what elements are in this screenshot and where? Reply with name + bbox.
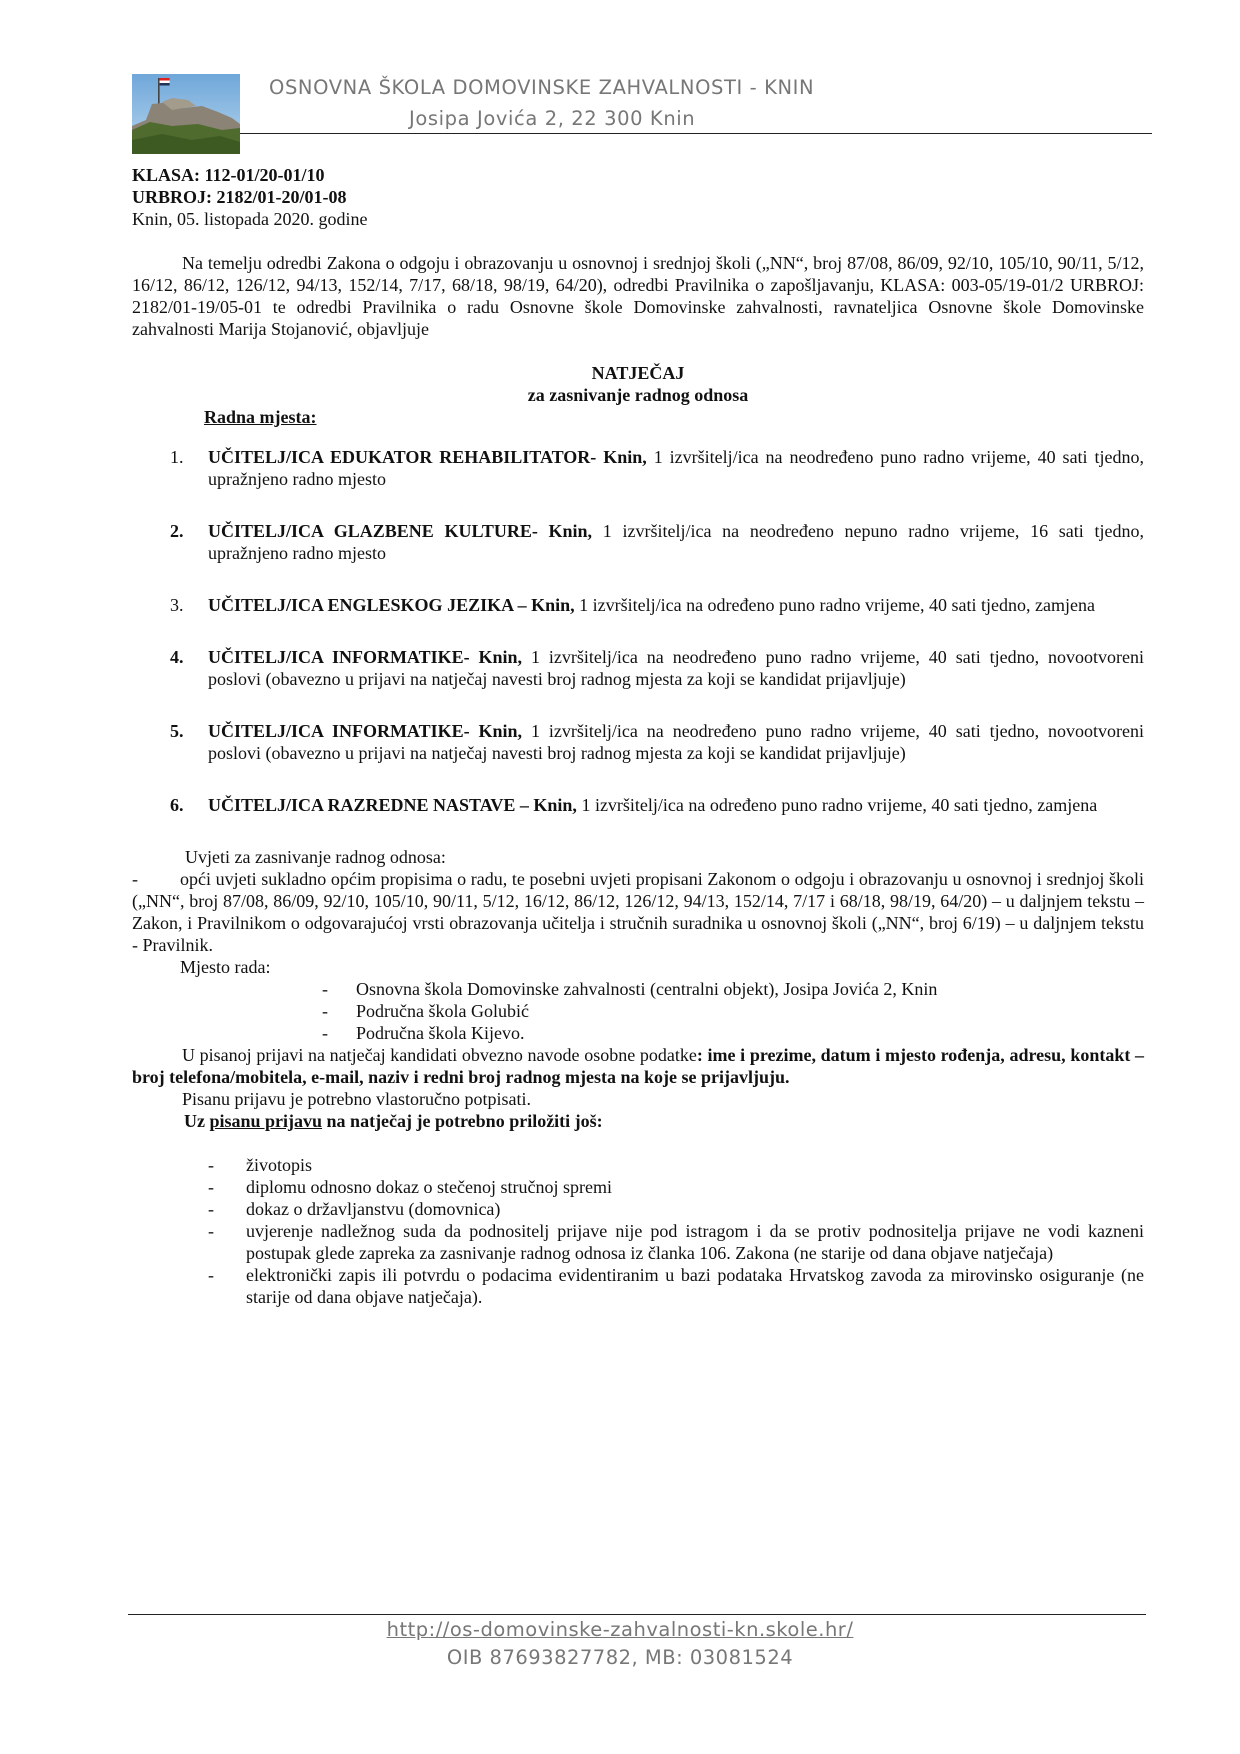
conditions-heading: Uvjeti za zasnivanje radnog odnosa: <box>185 847 446 867</box>
attachment-item <box>132 1176 1144 1198</box>
signature-note: Pisanu prijavu je potrebno vlastoručno potpisati. <box>182 1089 531 1109</box>
position-number: 2. <box>170 521 184 541</box>
position-description: 1 izvršitelj/ica na neodređeno nepuno radno vrijeme, 16 sati tjedno, upražnjeno radno mjesto <box>208 521 1144 563</box>
bullet-dash: - <box>208 1177 214 1197</box>
bullet-dash: - <box>322 979 328 999</box>
position-number: 6. <box>170 795 184 815</box>
footer-website <box>0 1618 1240 1641</box>
position-title: UČITELJ/ICA INFORMATIKE- Knin, <box>208 647 523 667</box>
reference-block <box>132 164 1144 230</box>
position-item <box>132 520 1144 564</box>
position-description: 1 izvršitelj/ica na neodređeno puno radno vrijeme, 40 sati tjedno, upražnjeno radno mjesto <box>208 447 1144 489</box>
fortress-photo-icon <box>132 74 240 154</box>
school-name: OSNOVNA ŠKOLA DOMOVINSKE ZAHVALNOSTI - KNIN <box>269 76 815 99</box>
application-text: U pisanoj prijavi na natječaj kandidati obvezno navode osobne podatke <box>182 1045 697 1065</box>
place-date: Knin, 05. listopada 2020. godine <box>132 209 368 229</box>
attachment-item <box>132 1154 1144 1176</box>
workplace-item <box>132 978 1144 1000</box>
position-number: 4. <box>170 647 184 667</box>
position-number: 5. <box>170 721 184 741</box>
document-subtitle: za zasnivanje radnog odnosa <box>527 385 749 405</box>
position-title: UČITELJ/ICA INFORMATIKE- Knin, <box>208 721 523 741</box>
position-item <box>132 446 1144 490</box>
document-title: NATJEČAJ <box>591 363 685 383</box>
position-description: 1 izvršitelj/ica na neodređeno puno radno vrijeme, 40 sati tjedno, novootvoreni poslovi (obavezno u prijavi na natječaj navesti broj radnog mjesta za koji se kandidat prijavljuje) <box>208 647 1145 689</box>
workplace-text: Područna škola Kijevo. <box>356 1023 525 1043</box>
bullet-dash: - <box>208 1199 214 1219</box>
attachments-heading-post: na natječaj je potrebno priložiti još: <box>326 1111 603 1131</box>
title-block <box>132 362 1144 406</box>
intro-paragraph: Na temelju odredbi Zakona o odgoju i obrazovanju u osnovnoj i srednjoj školi („NN“, broj 87/08, 86/09, 92/10, 105/10, 90/11, 5/12, 16/12, 86/12, 126/12, 94/13, 152/14, 7/17, 68/18, 98/19, 64/20), odredbi Pravilnika o zapošljavanju, KLASA: 003-05/19-01/2 URBROJ: 2182/01-19/05-01 te odredbi Pravilnika o radu Osnovne škole Domovinske zahvalnosti, ravnateljica Osnovne škole Domovinske zahvalnosti Marija Stojanović, objavljuje <box>132 253 1144 339</box>
attachment-item <box>132 1220 1144 1264</box>
klasa: KLASA: 112-01/20-01/10 <box>132 165 325 185</box>
attachments-heading-underlined: pisanu prijavu <box>209 1111 323 1131</box>
workplace-heading: Mjesto rada: <box>180 957 271 977</box>
bullet-dash: - <box>132 869 138 889</box>
positions-heading: Radna mjesta: <box>204 407 317 427</box>
attachment-text: životopis <box>246 1155 312 1175</box>
footer-divider <box>128 1614 1146 1615</box>
bullet-dash: - <box>322 1001 328 1021</box>
bullet-dash: - <box>208 1155 214 1175</box>
position-title: UČITELJ/ICA RAZREDNE NASTAVE – Knin, <box>208 795 577 815</box>
position-number: 3. <box>170 595 184 615</box>
workplace-text: Područna škola Golubić <box>356 1001 529 1021</box>
footer-oib: OIB 87693827782, MB: 03081524 <box>446 1646 794 1669</box>
workplace-text: Osnovna škola Domovinske zahvalnosti (centralni objekt), Josipa Jovića 2, Knin <box>356 979 938 999</box>
attachment-item <box>132 1264 1144 1308</box>
position-item <box>132 646 1144 690</box>
position-number: 1. <box>170 447 184 467</box>
attachments-list <box>132 1154 1144 1308</box>
workplace-list <box>132 978 1144 1044</box>
position-description: 1 izvršitelj/ica na određeno puno radno vrijeme, 40 sati tjedno, zamjena <box>579 595 1095 615</box>
attachments-heading-pre: Uz <box>184 1111 205 1131</box>
position-title: UČITELJ/ICA ENGLESKOG JEZIKA – Knin, <box>208 595 575 615</box>
workplace-item <box>132 1022 1144 1044</box>
position-item <box>132 720 1144 764</box>
attachment-text: diplomu odnosno dokaz o stečenoj stručnoj spremi <box>246 1177 612 1197</box>
attachment-text: dokaz o državljanstvu (domovnica) <box>246 1199 501 1219</box>
bullet-dash: - <box>322 1023 328 1043</box>
conditions-general <box>132 868 1144 956</box>
school-address: Josipa Jovića 2, 22 300 Knin <box>409 107 696 130</box>
position-item <box>132 794 1144 816</box>
position-description: 1 izvršitelj/ica na određeno puno radno vrijeme, 40 sati tjedno, zamjena <box>581 795 1098 815</box>
position-description: 1 izvršitelj/ica na neodređeno puno radno vrijeme, 40 sati tjedno, novootvoreni poslovi (obavezno u prijavi na natječaj navesti broj radnog mjesta za koji se kandidat prijavljuje) <box>208 721 1145 763</box>
document-body <box>132 164 1144 1308</box>
conditions-text: opći uvjeti sukladno općim propisima o radu, te posebni uvjeti propisani Zakonom o odgoju i obrazovanju u osnovnoj i srednjoj školi („NN“, broj 87/08, 86/09, 92/10, 105/10, 90/11, 5/12, 16/12, 86/12, 126/12, 94/13, 152/14, 7/17 i 68/18, 98/19, 64/20) – u daljnjem tekstu – Zakon, i Pravilnikom o odgovarajućoj vrsti obrazovanja učitelja i stručnih suradnika u osnovnoj školi („NN“, broj 6/19) – u daljnjem tekstu - Pravilnik. <box>132 869 1144 955</box>
position-title: UČITELJ/ICA GLAZBENE KULTURE- Knin, <box>208 521 593 541</box>
application-required-fields: : ime i prezime, datum i mjesto rođenja, adresu, kontakt – broj telefona/mobitela, e-mail, naziv i redni broj radnog mjesta na koje se prijavljuju. <box>132 1045 1145 1087</box>
letterhead <box>132 72 1152 156</box>
bullet-dash: - <box>208 1265 214 1285</box>
position-item <box>132 594 1144 616</box>
attachment-text: elektronički zapis ili potvrdu o podacima evidentiranim u bazi podataka Hrvatskog zavoda za mirovinsko osiguranje (ne starije od dana objave natječaja). <box>246 1265 1144 1307</box>
position-title: UČITELJ/ICA EDUKATOR REHABILITATOR- Knin, <box>208 447 647 467</box>
header-divider <box>240 133 1152 134</box>
workplace-item <box>132 1000 1144 1022</box>
attachment-item <box>132 1198 1144 1220</box>
positions-list <box>132 446 1144 816</box>
website-link[interactable]: http://os-domovinske-zahvalnosti-kn.skole.hr/ <box>386 1618 854 1641</box>
application-paragraph <box>132 1044 1144 1088</box>
urbroj: URBROJ: 2182/01-20/01-08 <box>132 187 347 207</box>
bullet-dash: - <box>208 1221 214 1241</box>
attachment-text: uvjerenje nadležnog suda da podnositelj prijave nije pod istragom i da se protiv podnositelja prijave ne vodi kazneni postupak glede zapreka za zasnivanje radnog odnosa iz članka 106. Zakona (ne starije od dana objave natječaja) <box>246 1221 1144 1263</box>
attachments-heading <box>132 1110 1144 1132</box>
